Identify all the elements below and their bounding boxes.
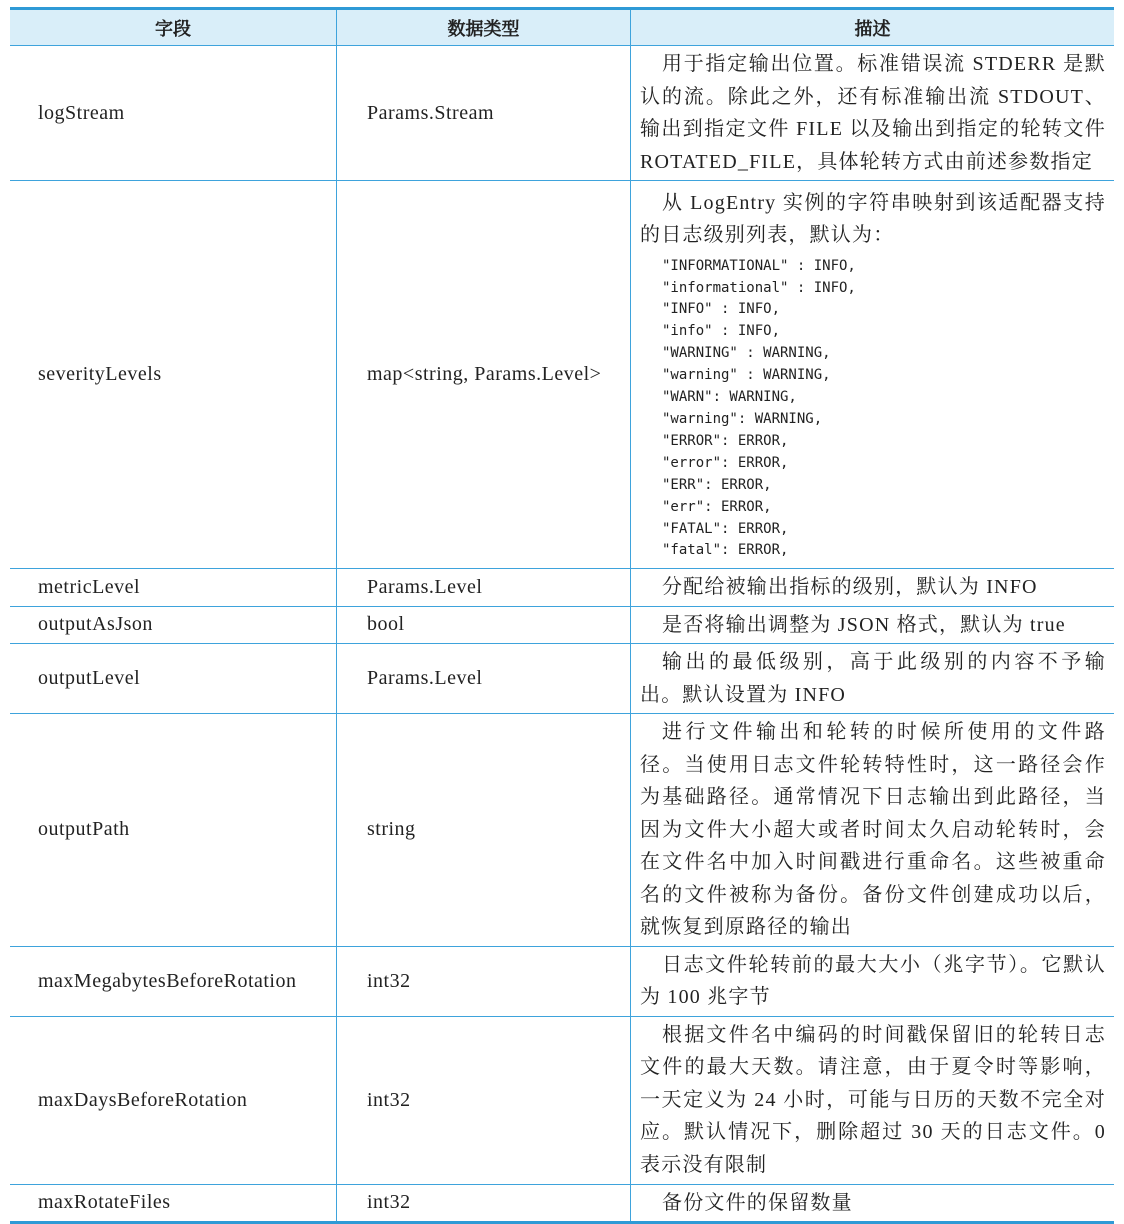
parameter-table [10, 7, 1114, 1224]
code-block: "INFORMATIONAL" : INFO, "informational" : INFO, "INFO" : INFO, "info" : INFO, "WARNING" : WARNING, "warning" : WARNING, "WARN": WARNING, "warning": WARNING, "ERROR": ERROR, "error": ERROR, "ERR": ERROR, "err": ERROR, "FATAL": ERROR, "fatal": ERROR, [662, 257, 856, 559]
header-description: 描述 [631, 9, 1115, 46]
description-text: 是否将输出调整为 JSON 格式，默认为 true [662, 613, 1066, 636]
table-row [10, 46, 1114, 181]
table-row [10, 946, 1114, 1016]
description-text: 用于指定输出位置。标准错误流 STDERR 是默认的流。除此之外，还有标准输出流 STDOUT、输出到指定文件 FILE 以及输出到指定的轮转文件 ROTATED_FILE，具体轮转方式由前述参数指定 [640, 53, 1106, 173]
description-cell [631, 181, 1115, 569]
description-cell [631, 714, 1115, 947]
field-cell: logStream [10, 46, 337, 181]
description-cell [631, 569, 1115, 607]
description-cell [631, 46, 1115, 181]
description-text: 输出的最低级别，高于此级别的内容不予输出。默认设置为 INFO [640, 651, 1106, 706]
description-text: 备份文件的保留数量 [662, 1191, 853, 1214]
header-field: 字段 [10, 9, 337, 46]
type-cell: Params.Stream [337, 46, 631, 181]
description-text: 进行文件输出和轮转的时候所使用的文件路径。当使用日志文件轮转特性时，这一路径会作为基础路径。通常情况下日志输出到此路径，当因为文件大小超大或者时间太久启动轮转时，会在文件名中加入时间戳进行重命名。这些被重命名的文件被称为备份。备份文件创建成功以后，就恢复到原路径的输出 [640, 721, 1106, 938]
type-cell: int32 [337, 1016, 631, 1184]
table-row [10, 606, 1114, 644]
description-text: 根据文件名中编码的时间戳保留旧的轮转日志文件的最大天数。请注意，由于夏令时等影响，一天定义为 24 小时，可能与日历的天数不完全对应。默认情况下，删除超过 30 天的日志文件。0 表示没有限制 [640, 1023, 1106, 1176]
description-text: 日志文件轮转前的最大大小（兆字节）。它默认为 100 兆字节 [640, 953, 1106, 1008]
field-cell: metricLevel [10, 569, 337, 607]
description-cell [631, 1016, 1115, 1184]
table-row [10, 1184, 1114, 1223]
description-cell [631, 946, 1115, 1016]
description-cell [631, 1184, 1115, 1223]
table-row [10, 569, 1114, 607]
description-cell [631, 644, 1115, 714]
field-cell: maxMegabytesBeforeRotation [10, 946, 337, 1016]
table-header [10, 9, 1114, 46]
type-cell: bool [337, 606, 631, 644]
field-cell: outputLevel [10, 644, 337, 714]
field-cell: maxDaysBeforeRotation [10, 1016, 337, 1184]
table-row [10, 644, 1114, 714]
type-cell: int32 [337, 1184, 631, 1223]
description-cell [631, 606, 1115, 644]
header-type: 数据类型 [337, 9, 631, 46]
type-cell: Params.Level [337, 569, 631, 607]
type-cell: Params.Level [337, 644, 631, 714]
table-row [10, 1016, 1114, 1184]
table-row [10, 181, 1114, 569]
field-cell: outputAsJson [10, 606, 337, 644]
field-cell: severityLevels [10, 181, 337, 569]
description-text: 分配给被输出指标的级别，默认为 INFO [662, 576, 1038, 598]
type-cell: map<string, Params.Level> [337, 181, 631, 569]
field-cell: outputPath [10, 714, 337, 947]
type-cell: int32 [337, 946, 631, 1016]
description-text: 从 LogEntry 实例的字符串映射到该适配器支持的日志级别列表，默认为： [640, 191, 1106, 247]
field-cell: maxRotateFiles [10, 1184, 337, 1223]
type-cell: string [337, 714, 631, 947]
table-row [10, 714, 1114, 947]
